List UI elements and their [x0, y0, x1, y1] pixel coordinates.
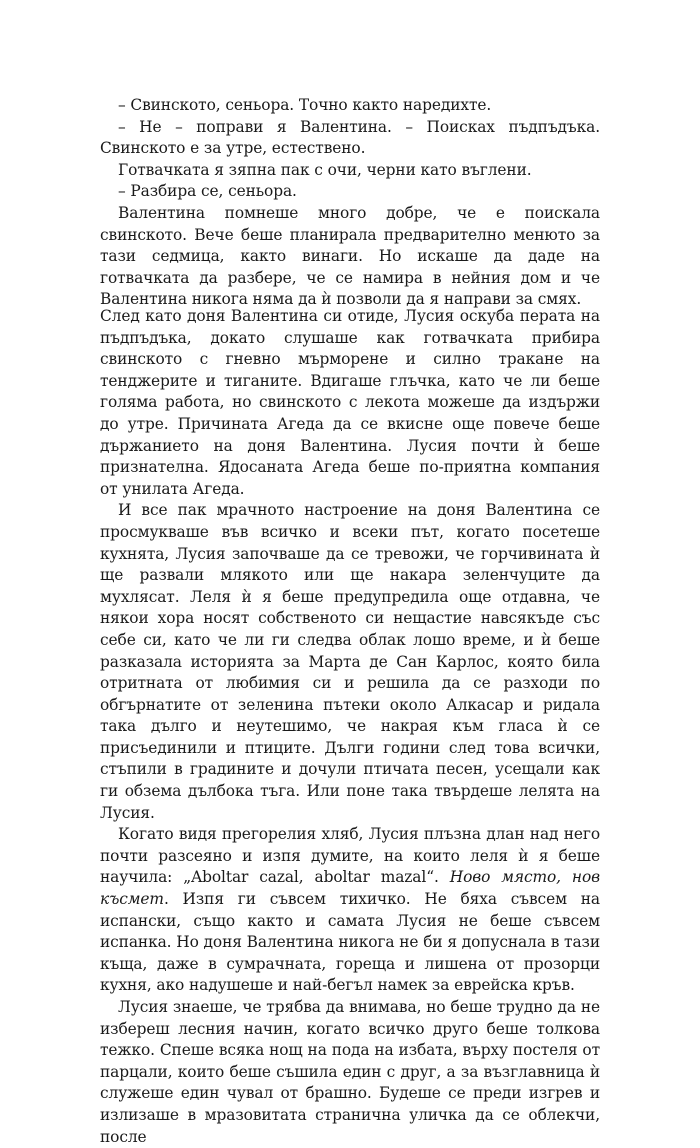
paragraph: – Не – поправи я Валентина. – Поисках пъдпъдъка. Свинското е за утре, естествено.: [100, 117, 600, 158]
paragraph: След като доня Валентина си отиде, Лусия оскуба перата на пъдпъдъка, докато слушаше как готвачката прибира свинското с гневно мърморене и силно тракане на тенджерите и тиганите. Вдигаше глъчка, като че ли беше голяма работа, но свинското с лекота можеше да издържи до утре. Причината Агеда да се вкисне още повече беше държанието на доня Валентина. Лусия почти ѝ беше признателна. Ядосаната Агеда беше по-приятна компания от унилата Агеда.: [100, 307, 600, 498]
paragraph: Валентина помнеше много добре, че е поискала свинското. Вече беше планирала предварително менюто за тази седмица, както винаги. Но искаше да даде на готвачката да разбере, че се намира в нейния дом и че Валентина никога няма да ѝ позволи да я направи за смях.: [100, 203, 600, 309]
paragraph: Лусия знаеше, че трябва да внимава, но беше трудно да не избереш лесния начин, когато всичко друго беше толкова тежко. Спеше всяка нощ на пода на избата, върху постеля от парцали, които беше съшила един с друг, а за възглавница ѝ служеше един чувал от брашно. Будеше се преди изгрев и излизаше в мразовитата странична уличка да се облекчи, после: [100, 998, 600, 1146]
paragraph-text: Когато видя прегорелия хляб, Лусия плъзна длан над него почти разсеяно и изпя думите, на които леля ѝ я беше научила: „Aboltar cazal, aboltar mazal“.: [100, 825, 600, 887]
text-section-top: [100, 95, 600, 311]
paragraph: Готвачката я зяпна пак с очи, черни като въглени.: [118, 160, 532, 179]
paragraph: – Разбира се, сеньора.: [118, 182, 297, 201]
paragraph: – Свинското, сеньора. Точно както наредихте.: [118, 96, 492, 114]
paragraph: И все пак мрачното настроение на доня Валентина се просмукваше във всичко и всеки път, когато посетеше кухнята, Лусия започваше да се тревожи, че горчивината ѝ ще развали млякото или ще накара зеленчуците да мухлясат. Леля ѝ я беше предупредила още отдавна, че някои хора носят собственото си нещастие навсякъде със себе си, като че ли ги следва облак лошо време, и ѝ беше разказала историята за Марта де Сан Карлос, която била отритната от любимия си и решила да се разходи по обгърнатите от зеленина пътеки около Алкасар и ридала така дълго и неутешимо, че накрая към гласа ѝ се присъединили и птиците. Дълги години след това всички, стъпили в градините и дочули птичата песен, усещали как ги обзема дълбока тъга. Или поне така твърдеше лелята на Лусия.: [100, 501, 600, 822]
paragraph: [100, 824, 600, 997]
italic-phrase: Ново място, нов късмет: [100, 868, 600, 909]
paragraph-text: . Изпя ги съвсем тихичко. Не бяха съвсем на испански, също както и самата Лусия не беше съвсем испанка. Но доня Валентина никога не би я допуснала в тази къща, даже в сумрачната, гореща и лишена от прозорци кухня, ако надушеше и най-бегъл намек за еврейска кръв.: [100, 890, 600, 995]
text-section-bottom: [100, 306, 600, 1148]
